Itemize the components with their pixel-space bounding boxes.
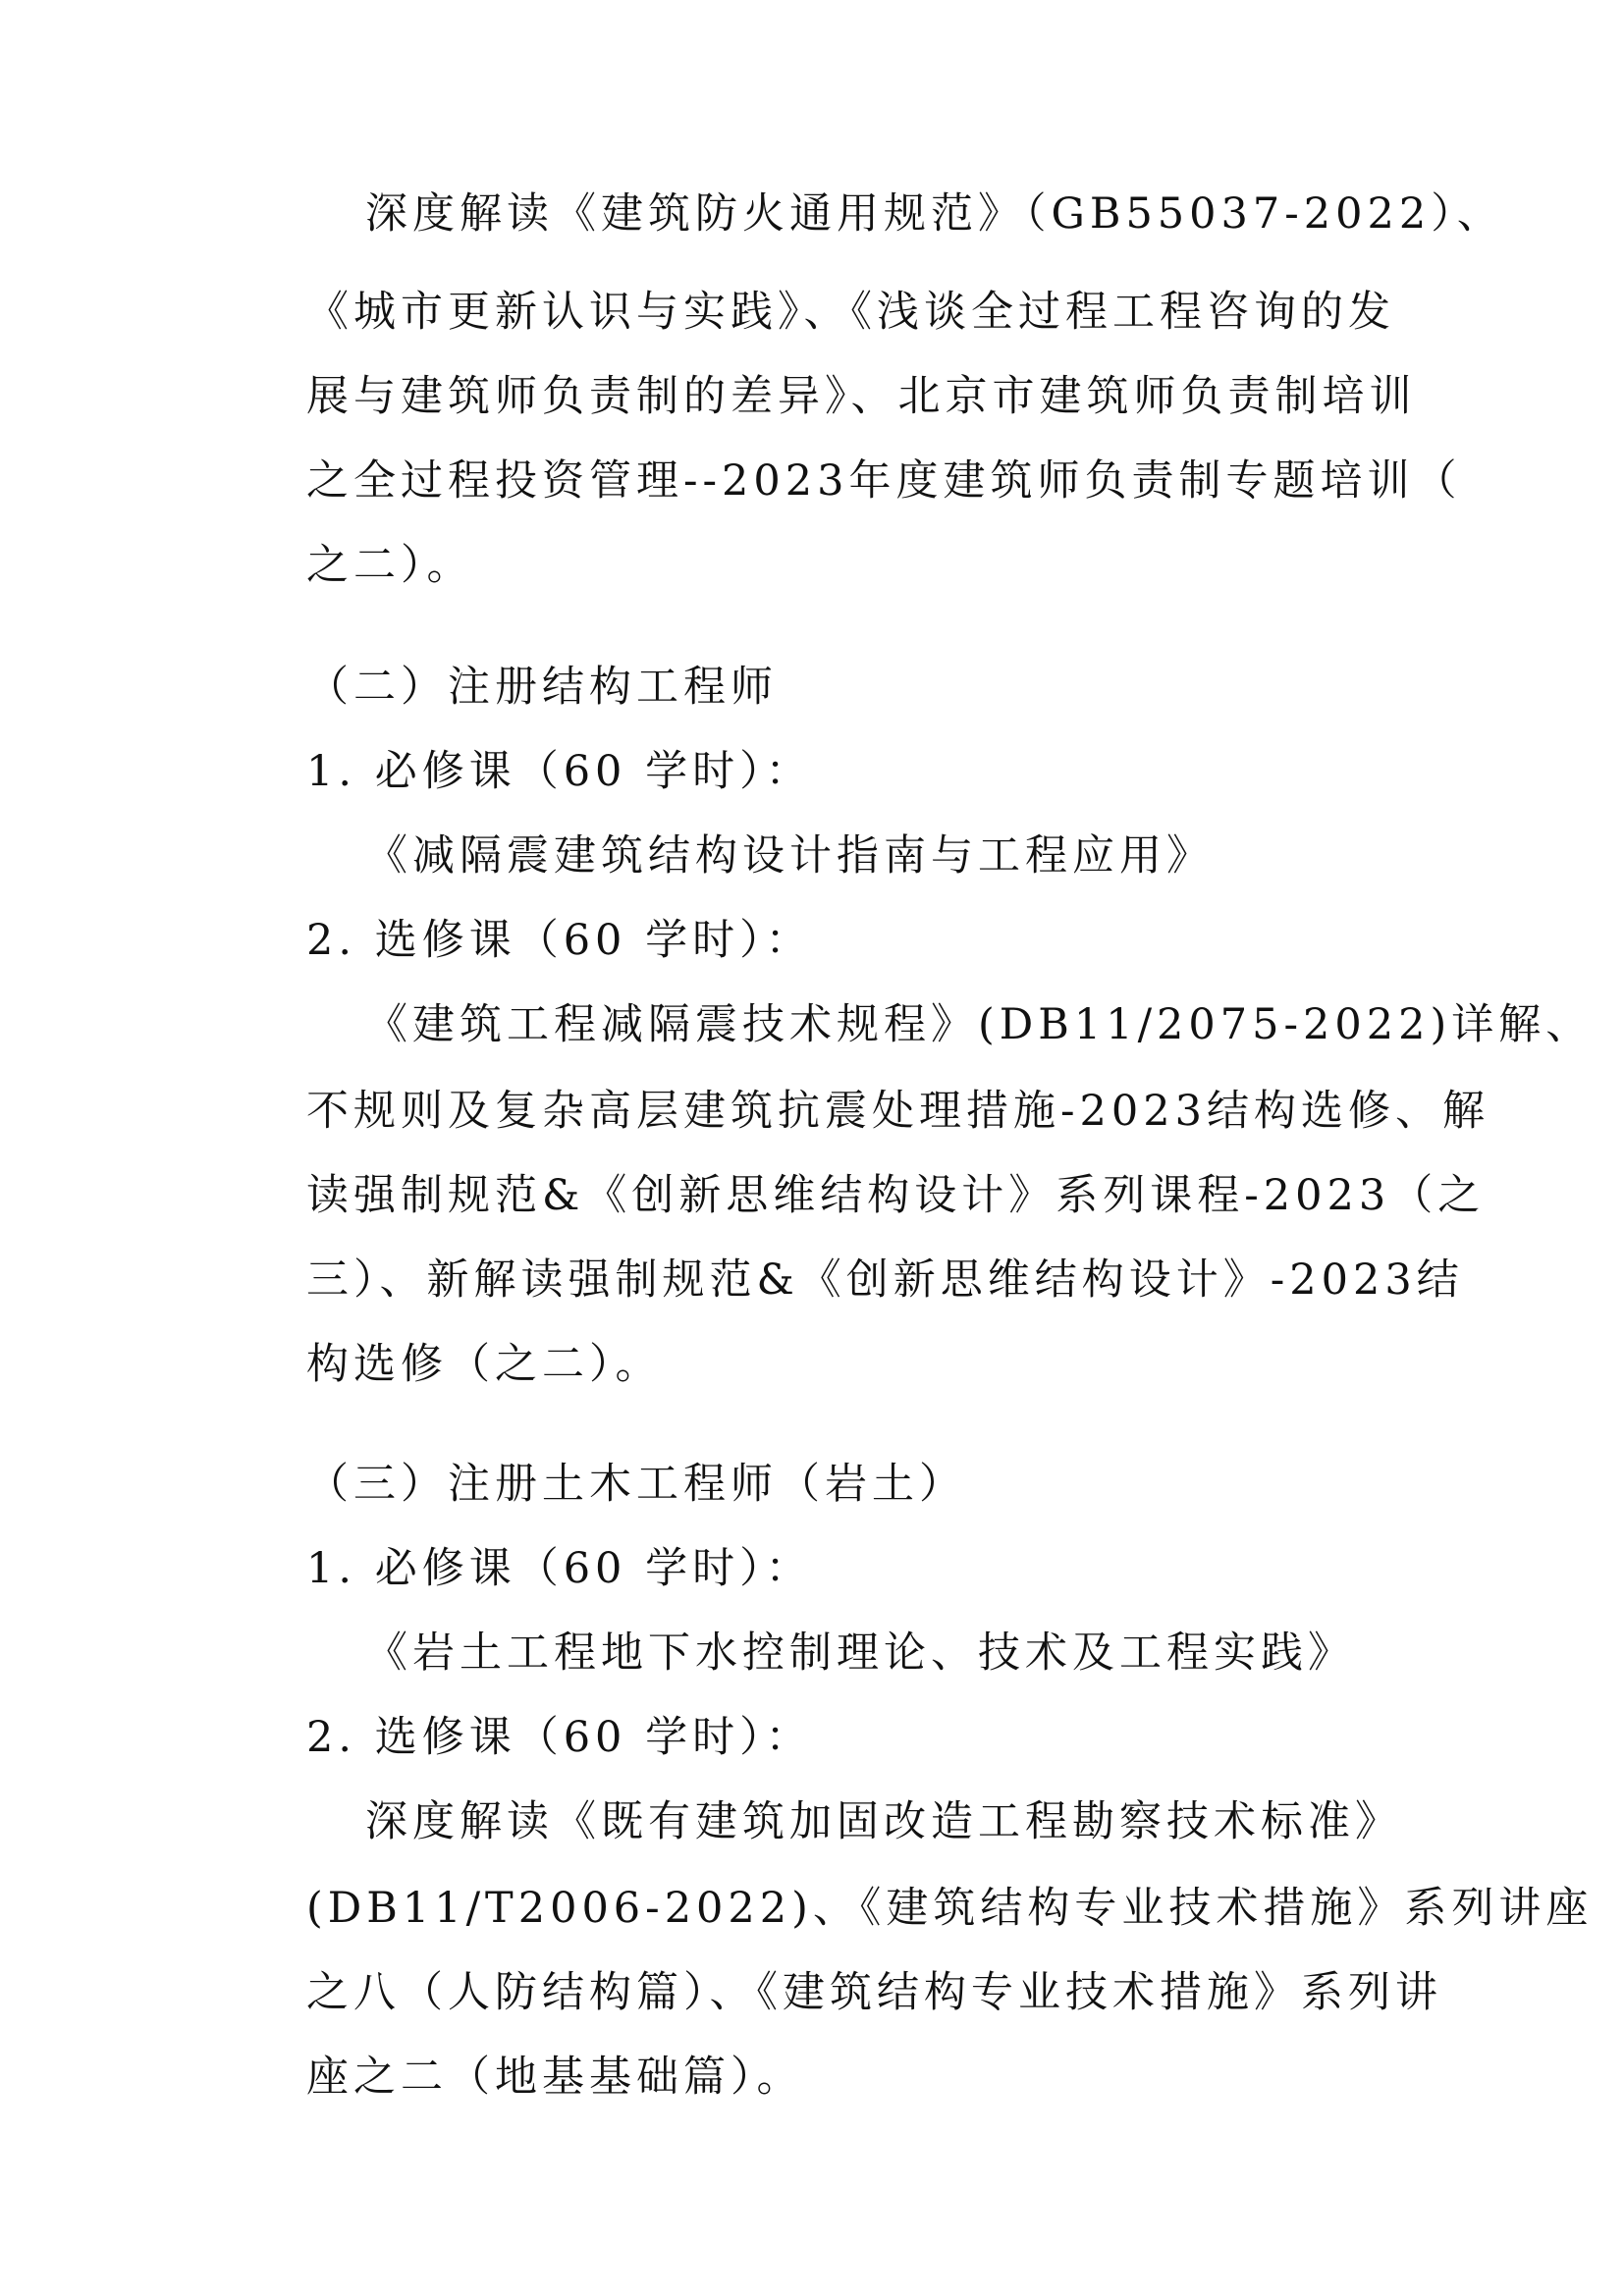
required-course-label: 1. 必修课（60 学时）： bbox=[306, 747, 813, 796]
paragraph-line: 不规则及复杂高层建筑抗震处理措施-2023结构选修、解 bbox=[306, 1087, 1489, 1136]
paragraph-line: 座之二（地基基础篇）。 bbox=[306, 2053, 804, 2102]
paragraph-line: 之八（人防结构篇）、《建筑结构专业技术措施》系列讲 bbox=[306, 1968, 1442, 2017]
required-course-title: 《岩土工程地下水控制理论、技术及工程实践》 bbox=[365, 1629, 1355, 1678]
paragraph-line: 展与建筑师负责制的差异》、北京市建筑师负责制培训 bbox=[306, 372, 1417, 421]
paragraph-line: 《城市更新认识与实践》、《浅谈全过程工程咨询的发 bbox=[306, 288, 1395, 337]
paragraph-line: (DB11/T2006-2022)、《建筑结构专业技术措施》系列讲座 bbox=[306, 1884, 1594, 1933]
paragraph-line: 之全过程投资管理--2023年度建筑师负责制专题培训（ bbox=[306, 456, 1462, 506]
required-course-label: 1. 必修课（60 学时）： bbox=[306, 1544, 813, 1593]
paragraph-line: 之二）。 bbox=[306, 541, 474, 590]
section-heading: （三）注册土木工程师（岩土） bbox=[306, 1460, 966, 1509]
paragraph-line: 构选修（之二）。 bbox=[306, 1340, 663, 1389]
paragraph-line: 深度解读《既有建筑加固改造工程勘察技术标准》 bbox=[365, 1797, 1402, 1846]
paragraph-line: 三）、新解读强制规范&《创新思维结构设计》-2023结 bbox=[306, 1255, 1464, 1305]
paragraph-line: 读强制规范&《创新思维结构设计》系列课程-2023（之 bbox=[306, 1171, 1486, 1220]
elective-course-label: 2. 选修课（60 学时）： bbox=[306, 916, 813, 965]
elective-course-label: 2. 选修课（60 学时）： bbox=[306, 1713, 813, 1762]
paragraph-line: 《建筑工程减隔震技术规程》(DB11/2075-2022)详解、 bbox=[365, 1000, 1594, 1049]
paragraph-line: 深度解读《建筑防火通用规范》（GB55037-2022）、 bbox=[365, 189, 1504, 239]
section-heading: （二）注册结构工程师 bbox=[306, 663, 778, 712]
required-course-title: 《减隔震建筑结构设计指南与工程应用》 bbox=[365, 831, 1214, 881]
